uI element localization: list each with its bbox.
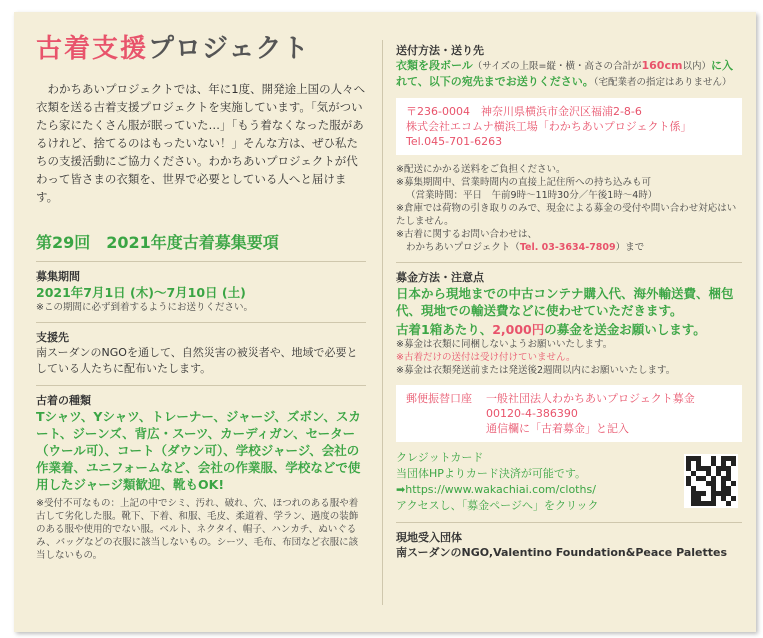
contact-end: ）まで (615, 242, 645, 253)
card-line: アクセスし、「募金ページへ」をクリック (396, 499, 599, 512)
qr-code-icon[interactable] (684, 454, 738, 508)
contact-tel: Tel. 03-3634-7809 (519, 242, 616, 253)
types-heading: 古着の種類 (36, 394, 91, 407)
card-url-link[interactable]: ➡https://www.wakachiai.com/cloths/ (396, 483, 596, 496)
right-column (396, 38, 742, 561)
local-value: 南スーダンのNGO,Valentino Foundation&Peace Palettes (396, 546, 728, 559)
divider (36, 322, 366, 323)
card-heading: クレジットカード (396, 451, 484, 464)
donation-amount (396, 321, 742, 338)
types-value: Tシャツ、Yシャツ、トレーナー、ジャージ、ズボン、スカート、ジーンズ、背広・スーツ、カーディガン、セーター（ウール可）、コート（ダウン可）、学校ジャージ、会社の作業着、ユニフォームなど、会社の作業服、学校などで使用したジャージ類歓迎、靴もOK! (36, 409, 361, 492)
postal-label: 郵便振替口座 (406, 392, 472, 405)
page-title (36, 28, 366, 68)
types-note: ※受付不可なもの：上記の中でシミ、汚れ、破れ、穴、ほつれのある服や着古して劣化した服。靴下、下着、和服、毛皮、柔道着、学ラン、過度の装飾のある服や使用的でない服。ベルト、ネクタイ、帽子、ハンカチ、ぬいぐるみ、バッグなどの衣服に該当しないもの。シーツ、毛布、布団など衣服に該当しないもの。 (36, 498, 359, 561)
shipping-lead-green: 衣類を段ボール (396, 59, 473, 72)
intro-text: わかちあいプロジェクトでは、年に1度、開発途上国の人々へ衣類を送る古着支援プロジェクトを実施しています。「気がついたら家にたくさん服が眠っていた…」「もう着なくなった服があるけれど、捨てるのはもったいない！」そんな方は、ぜひ私たちの支援活動にご協力ください。わかちあいプロジェクトが代わって皆さまの衣類を、世界で必要としている人へと届けます。 (36, 82, 366, 204)
shipping-note: ※募集期間中、営業時間内の直接上記住所への持ち込みも可 (396, 177, 651, 188)
donation-heading: 募金方法・注意点 (396, 271, 484, 284)
amount-pre: 古着1箱あたり、 (396, 322, 493, 337)
shipping-note: ※古着に関するお問い合わせは、 (396, 229, 537, 240)
recruitment-subtitle: 第29回 2021年度古着募集要項 (36, 233, 279, 252)
shipping-lead-small3: （宅配業者の指定はありません） (593, 77, 732, 88)
title-part1: 古着支援 (36, 34, 149, 64)
local-heading: 現地受入団体 (396, 531, 462, 544)
period-note: ※この期間に必ず到着するようにお送りください。 (36, 302, 253, 313)
address-line: 株式会社エコムナ横浜工場「わかちあいプロジェクト係」 (406, 120, 692, 133)
shipping-contact (396, 241, 742, 254)
amount-post: の募金を送金お願いします。 (544, 322, 706, 337)
contact-text: わかちあいプロジェクト（ (406, 242, 520, 253)
destination-heading: 支援先 (36, 331, 69, 344)
postal-line: 通信欄に「古着募金」と記入 (486, 422, 629, 435)
flyer-page (14, 12, 756, 632)
shipping-lead (396, 58, 742, 90)
shipping-note: ※配送にかかる送料をご負担ください。 (396, 164, 566, 175)
divider (36, 261, 366, 262)
postal-line: 一般社団法人わかちあいプロジェクト募金 (486, 392, 695, 405)
shipping-heading: 送付方法・送り先 (396, 44, 484, 57)
period-heading: 募集期間 (36, 270, 80, 283)
divider (36, 385, 366, 386)
address-line: 〒236-0004 神奈川県横浜市金沢区福浦2-8-6 (406, 105, 642, 118)
period-value: 2021年7月1日 (木)～7月10日 (土) (36, 285, 246, 300)
donation-lead: 日本から現地までの中古コンテナ購入代、海外輸送費、梱包代、現地での輸送費などに使わせていただきます。 (396, 286, 734, 318)
left-column (36, 22, 366, 562)
postal-line: 00120-4-386390 (486, 407, 578, 420)
card-section (396, 450, 742, 514)
title-part2: プロジェクト (148, 34, 310, 64)
card-line: 当団体HPよりカード決済が可能です。 (396, 467, 587, 480)
donation-note: ※募金は衣類に同梱しないようお願いいたします。 (396, 339, 613, 350)
donation-note: ※古着だけの送付は受け付けていません。 (396, 352, 576, 363)
shipping-note: ※倉庫では荷物の引き取りのみで、現金による募金の受付や問い合わせ対応はいたしません。 (396, 203, 737, 227)
shipping-lead-green2: に入れて、以下の宛先までお送りください。 (396, 59, 733, 88)
shipping-lead-small: （サイズの上限=縦・横・高さの合計が (472, 61, 642, 72)
address-tel: Tel.045-701-6263 (406, 135, 503, 148)
address-box (396, 98, 742, 155)
shipping-lead-red: 160cm (641, 59, 683, 72)
shipping-lead-small2: 以内） (682, 61, 711, 72)
donation-note: ※募金は衣類発送前または発送後2週間以内にお願いいたします。 (396, 365, 676, 376)
postal-box (396, 385, 742, 442)
divider (396, 262, 742, 263)
divider (396, 522, 742, 523)
amount-value: 2,000円 (492, 322, 545, 337)
destination-value: 南スーダンのNGOを通して、自然災害の被災者や、地域で必要としている人たちに配布いたします。 (36, 346, 358, 375)
column-divider (382, 40, 383, 605)
shipping-note: （営業時間：平日 午前9時～11時30分／午後1時～4時） (406, 190, 658, 201)
